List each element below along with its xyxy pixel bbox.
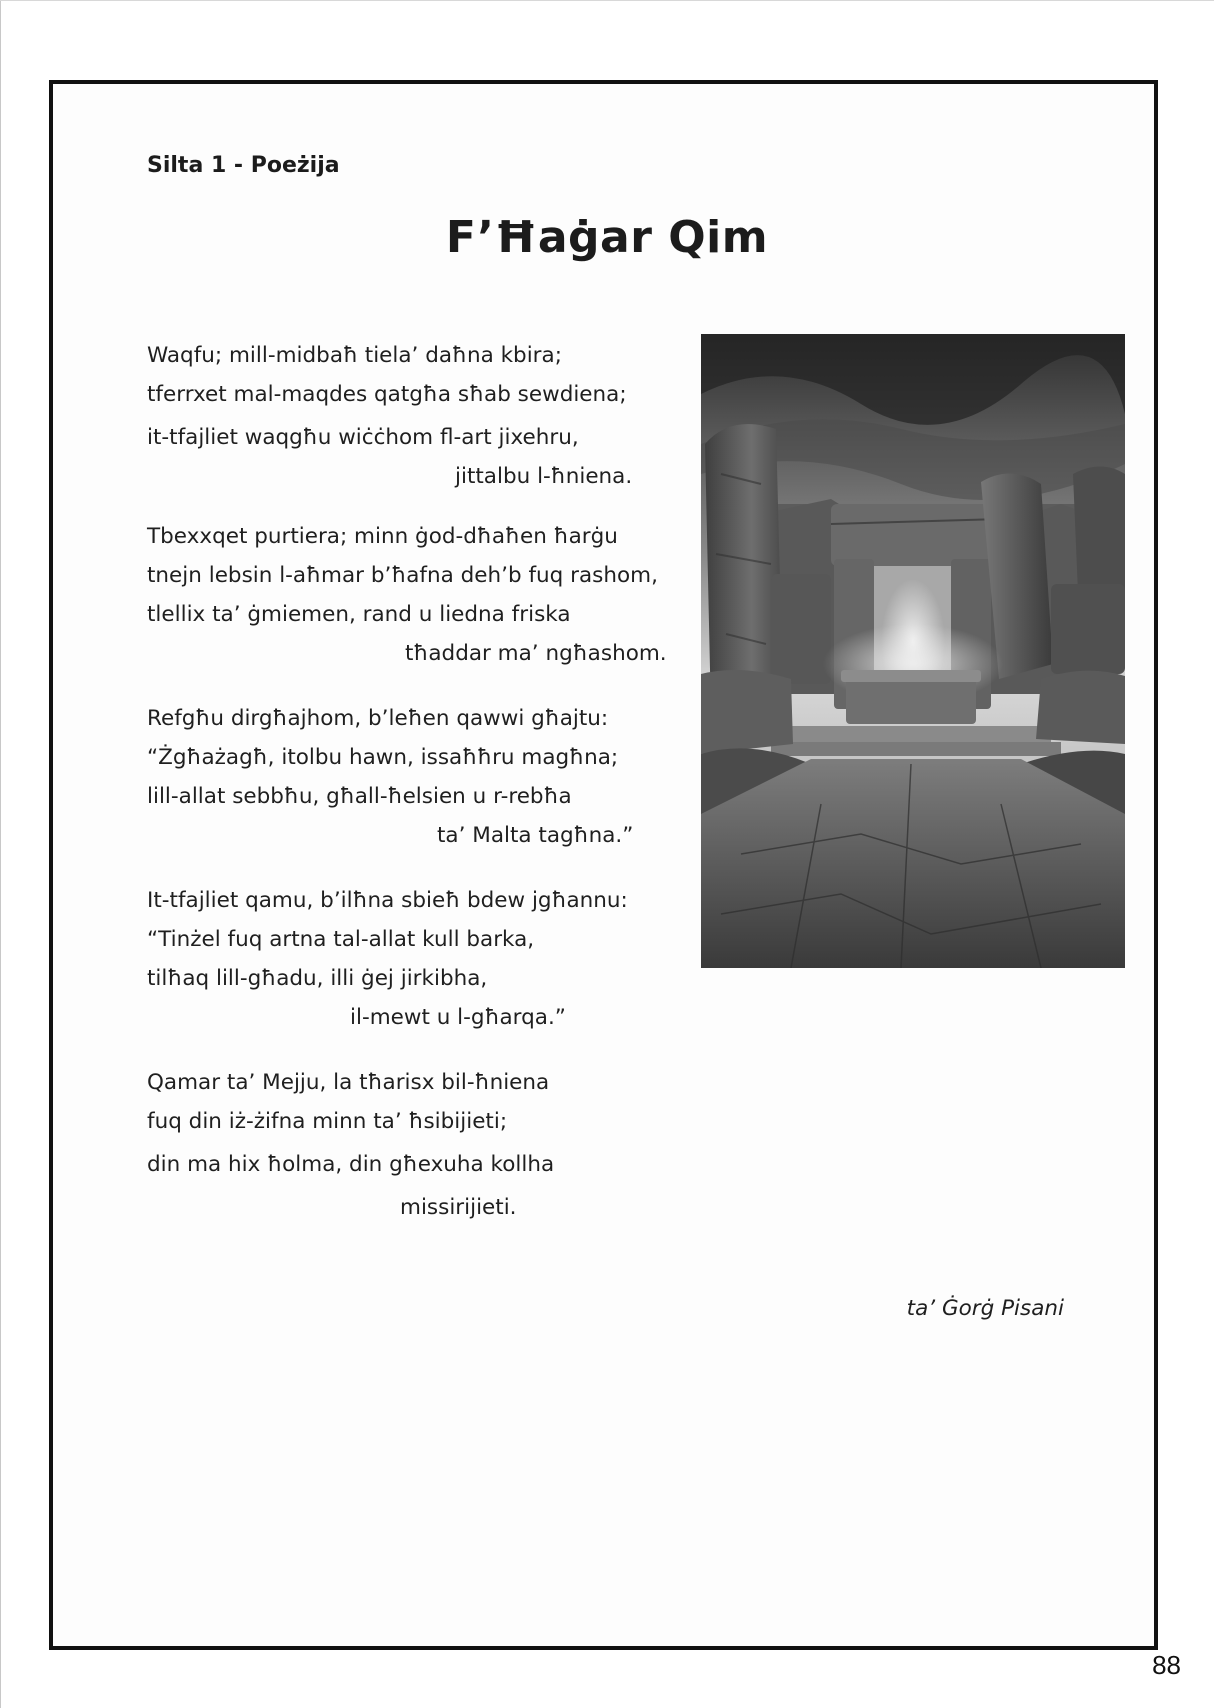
poem-line: “Tinżel fuq artna tal-allat kull barka, xyxy=(147,927,535,952)
poem-line: tnejn lebsin l-aħmar b’ħafna deh’b fuq rashom, xyxy=(147,563,658,588)
poem-line-indented: il-mewt u l-għarqa.” xyxy=(350,1005,566,1030)
stanza-1 xyxy=(147,336,687,496)
poem-line: It-tfajliet qamu, b’ilħna sbieħ bdew jgħannu: xyxy=(147,888,628,913)
section-label: Silta 1 - Poeżija xyxy=(147,153,340,178)
poem-line: tferrxet mal-maqdes qatgħa sħab sewdiena; xyxy=(147,382,627,407)
poem-line: tilħaq lill-għadu, illi ġej jirkibha, xyxy=(147,966,488,991)
poem-line-indented: missirijieti. xyxy=(400,1195,517,1220)
poem-line-indented: ta’ Malta tagħna.” xyxy=(437,823,634,848)
page-edge-top xyxy=(0,0,1214,1)
stanza-3 xyxy=(147,699,687,855)
poem-line: Tbexxqet purtiera; minn ġod-dħaħen ħarġu xyxy=(147,524,618,549)
poem-line: Refgħu dirgħajhom, b’leħen qawwi għajtu: xyxy=(147,706,609,731)
poem-line: fuq din iż-żifna minn ta’ ħsibijieti; xyxy=(147,1109,508,1134)
poem-title: F’Ħaġar Qim xyxy=(445,212,769,263)
poem-line: “Żgħażagħ, itolbu hawn, issaħħru magħna; xyxy=(147,745,619,770)
stanza-2 xyxy=(147,517,687,673)
poem-line: it-tfajliet waqgħu wiċċhom fl-art jixehru, xyxy=(147,425,579,450)
poem-line-indented: tħaddar ma’ ngħashom. xyxy=(405,641,667,666)
stanza-4 xyxy=(147,881,687,1037)
poem-line: Waqfu; mill-midbaħ tiela’ daħna kbira; xyxy=(147,343,562,368)
poem-line: Qamar ta’ Mejju, la tħarisx bil-ħniena xyxy=(147,1070,550,1095)
poem-attribution: ta’ Ġorġ Pisani xyxy=(906,1296,1064,1321)
poem-line: lill-allat sebbħu, għall-ħelsien u r-rebħa xyxy=(147,784,572,809)
temple-ruins-photo xyxy=(701,334,1125,968)
poem-line-indented: jittalbu l-ħniena. xyxy=(455,464,633,489)
stanza-5 xyxy=(147,1063,687,1227)
poem-body xyxy=(147,336,687,1248)
poem-line: din ma hix ħolma, din għexuha kollha xyxy=(147,1152,555,1177)
page-number: 88 xyxy=(1152,1650,1181,1680)
poem-line: tlellix ta’ ġmiemen, rand u liedna friska xyxy=(147,602,571,627)
